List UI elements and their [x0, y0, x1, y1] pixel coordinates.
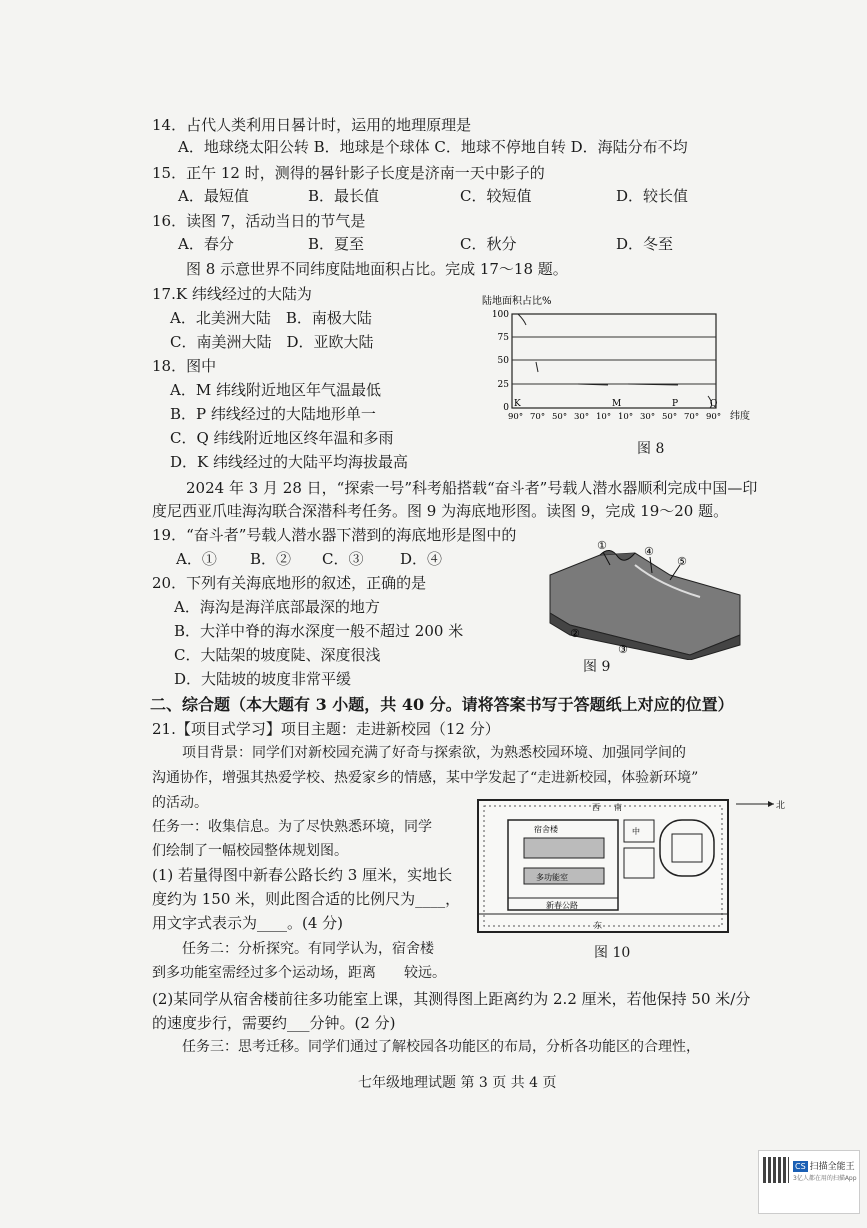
fig8-caption: 图 8: [637, 441, 665, 457]
q19-option-b: B．②: [250, 550, 292, 568]
fig10-direction-label: 南: [614, 803, 622, 812]
q17-stem: 17.K 纬线经过的大陆为: [152, 285, 312, 303]
fig9-label: ④: [644, 545, 654, 558]
page-footer: 七年级地理试题 第 3 页 共 4 页: [358, 1075, 557, 1091]
fig10-direction-label: 东: [594, 921, 602, 930]
fig8-ytick: 75: [497, 333, 509, 343]
fig10-north-arrow: [736, 799, 785, 811]
fig8-marker: Q: [710, 399, 718, 409]
q21-part1-line2: 度约为 150 米，则此图合适的比例尺为____，: [152, 890, 461, 908]
q21-background-line3: 的活动。: [152, 795, 208, 811]
scanner-tagline: 3亿人都在用的扫描App: [793, 1175, 857, 1182]
fig8-xtick: 10°: [618, 412, 634, 422]
figure-10-campus-map: [474, 794, 794, 936]
intro-fig9-line2: 度尼西亚爪哇海沟联合深潜科考任务。图 9 为海底地形图。读图 9，完成 19～20 题。: [152, 502, 729, 520]
fig8-xtick: 70°: [684, 412, 700, 422]
q20-stem: 20．下列有关海底地形的叙述，正确的是: [152, 574, 427, 592]
q20-option-a: A．海沟是海洋底部最深的地方: [174, 598, 380, 616]
figure-8-chart: [478, 292, 770, 454]
q19-option-d: D．④: [400, 550, 443, 568]
fig8-xtick: 90°: [706, 412, 722, 422]
fig8-ytick: 100: [491, 310, 509, 320]
fig9-label: ①: [597, 539, 607, 552]
fig8-curve: [536, 362, 538, 372]
section-2-heading: 二、综合题（本大题有 3 小题，共 40 分。请将答案书写于答题纸上对应的位置）: [150, 695, 734, 714]
fig8-ytick: 0: [503, 403, 509, 413]
q21-task2-line1: 任务二：分析探究。有同学认为，宿舍楼: [182, 941, 434, 957]
fig8-marker: K: [514, 399, 521, 409]
q16-stem: 16．读图 7，活动当日的节气是: [152, 212, 366, 230]
fig9-label: ②: [570, 627, 580, 640]
q16-option-d: D．冬至: [616, 235, 674, 253]
q19-option-c: C．③: [322, 550, 364, 568]
fig9-label: ③: [618, 643, 628, 656]
q20-option-d: D．大陆坡的坡度非常平缓: [174, 670, 352, 688]
q15-stem: 15．正午 12 时，测得的晷针影子长度是济南一天中影子的: [152, 164, 545, 182]
q14-stem: 14．占代人类利用日晷计时，运用的地理原理是: [152, 116, 472, 134]
q15-option-d: D．较长值: [616, 187, 689, 205]
q21-part2-line2: 的速度步行，需要约___分钟。(2 分): [152, 1014, 396, 1032]
q15-option-b: B．最长值: [308, 187, 380, 205]
fig8-xtick: 50°: [662, 412, 678, 422]
q20-option-b: B．大洋中脊的海水深度一般不超过 200 米: [174, 622, 464, 640]
q18-stem: 18．图中: [152, 357, 217, 375]
fig9-label: ⑤: [677, 555, 687, 568]
q19-option-a: A．①: [176, 550, 217, 568]
fig9-caption: 图 9: [583, 659, 611, 675]
q15-option-a: A．最短值: [178, 187, 249, 205]
fig8-ylabel: 陆地面积占比%: [482, 296, 552, 307]
q21-background-line2: 沟通协作，增强其热爱学校、热爱家乡的情感，某中学发起了“走进新校园，体验新环境”: [152, 770, 699, 786]
q21-background-line1: 项目背景：同学们对新校园充满了好奇与探索欲，为熟悉校园环境、加强同学间的: [182, 745, 686, 761]
fig8-ytick: 25: [497, 380, 509, 390]
fig10-building: [524, 838, 604, 858]
fig8-xtick: 90°: [508, 412, 524, 422]
fig8-frame: [512, 314, 716, 408]
q18-option-d: D．K 纬线经过的大陆平均海拔最高: [170, 453, 409, 471]
figure-9-seafloor: [540, 535, 750, 660]
q14-options: A．地球绕太阳公转 B．地球是个球体 C．地球不停地自转 D．海陆分布不均: [178, 138, 688, 156]
fig8-xunit: 纬度: [730, 411, 750, 422]
scanner-watermark: [758, 1150, 860, 1214]
q21-task1-line2: 们绘制了一幅校园整体规划图。: [152, 843, 348, 859]
fig8-xtick: 30°: [574, 412, 590, 422]
q15-option-c: C．较短值: [460, 187, 532, 205]
qr-code-icon: [763, 1157, 789, 1183]
q21-task3: 任务三：思考迁移。同学们通过了解校园各功能区的布局，分析各功能区的合理性，: [182, 1039, 700, 1055]
q21-part1-line1: (1) 若量得图中新春公路长约 3 厘米，实地长: [152, 866, 453, 884]
intro-fig9-line1: 2024 年 3 月 28 日，“探索一号”科考船搭载“奋斗者”号载人潜水器顺利完成中国—印: [186, 479, 758, 497]
fig10-area-label: 中: [632, 827, 640, 836]
q18-option-b: B．P 纬线经过的大陆地形单一: [170, 405, 376, 423]
q17-options-line1: A．北美洲大陆 B．南极大陆: [170, 309, 372, 327]
q16-option-c: C．秋分: [460, 235, 517, 253]
q21-task2-line2: 到多功能室需经过多个运动场，距离 较远。: [152, 965, 446, 981]
fig10-area-label: 宿舍楼: [534, 825, 558, 834]
q20-option-c: C．大陆架的坡度陡、深度很浅: [174, 646, 381, 664]
q21-task1-line1: 任务一：收集信息。为了尽快熟悉环境，同学: [152, 819, 432, 835]
q19-stem: 19．“奋斗者”号载人潜水器下潜到的海底地形是图中的: [152, 526, 517, 544]
fig8-xtick: 50°: [552, 412, 568, 422]
fig8-xtick: 70°: [530, 412, 546, 422]
fig10-north-label: 北: [776, 801, 786, 811]
fig8-curve: [518, 314, 526, 325]
q21-part2-line1: (2)某同学从宿舍楼前往多功能室上课，其测得图上距离约为 2.2 厘米，若他保持 50 米/分: [152, 990, 751, 1008]
fig8-xtick: 10°: [596, 412, 612, 422]
fig8-xtick: 30°: [640, 412, 656, 422]
q16-option-a: A．春分: [178, 235, 234, 253]
fig10-caption: 图 10: [594, 945, 631, 961]
q17-options-line2: C．南美洲大陆 D．亚欧大陆: [170, 333, 374, 351]
fig10-road-label: 新春公路: [546, 901, 578, 910]
intro-fig8: 图 8 示意世界不同纬度陆地面积占比。完成 17～18 题。: [186, 260, 568, 278]
q18-option-a: A．M 纬线附近地区年气温最低: [170, 381, 381, 399]
fig10-area-label: 多功能室: [536, 873, 568, 882]
q18-option-c: C．Q 纬线附近地区终年温和多雨: [170, 429, 394, 447]
fig10-direction-label: 西: [592, 803, 600, 812]
fig8-ytick: 50: [497, 356, 509, 366]
fig8-marker: M: [612, 399, 622, 409]
fig8-marker: P: [672, 399, 679, 409]
q21-part1-line3: 用文字式表示为____。(4 分): [152, 914, 344, 932]
q16-option-b: B．夏至: [308, 235, 365, 253]
scanner-brand: CS 扫描全能王: [795, 1162, 855, 1172]
q21-title: 21.【项目式学习】项目主题：走进新校园（12 分）: [152, 720, 500, 738]
